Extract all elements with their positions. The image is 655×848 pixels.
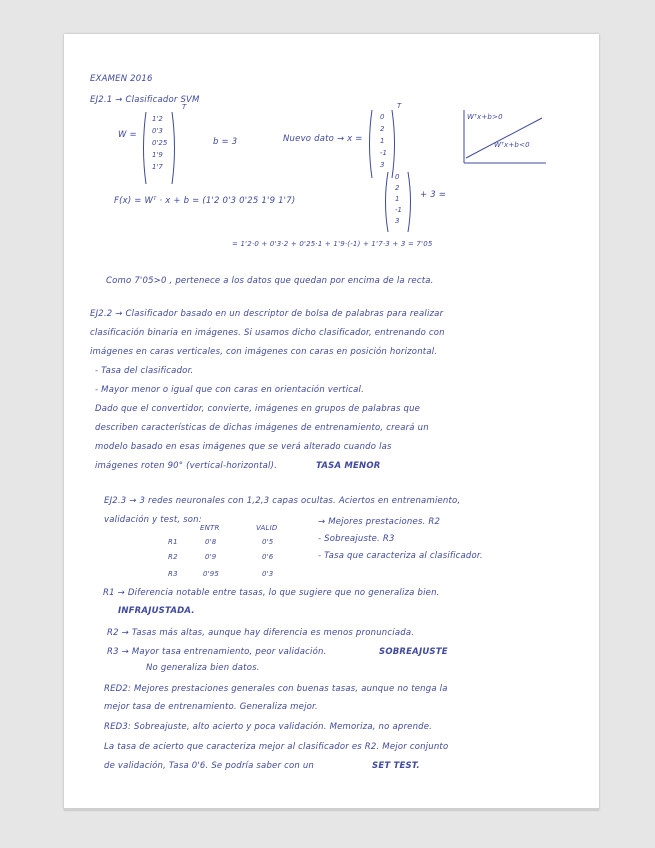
- ej3-r3: R3 → Mayor tasa entrenamiento, peor validación.: [107, 647, 327, 657]
- ej1-conclusion: Como 7'05>0 , pertenece a los datos que quedan por encima de la recta.: [106, 276, 434, 286]
- x-value: -1: [380, 149, 387, 157]
- table-row-valid: 0'5: [262, 538, 274, 546]
- w-vector: [152, 113, 167, 173]
- x-value: -1: [395, 206, 402, 214]
- ej2-line: EJ2.2 → Clasificador basado en un descriptor de bolsa de palabras para realizar: [90, 309, 444, 319]
- table-header-valid: VALID: [256, 524, 278, 532]
- ej3-final-emphasis: SET TEST.: [372, 761, 420, 771]
- x-value: 1: [380, 137, 385, 145]
- ej2-line: clasificación binaria en imágenes. Si usamos dicho clasificador, entrenando con: [90, 328, 445, 338]
- ej3-red2: mejor tasa de entrenamiento. Generaliza mejor.: [104, 702, 318, 712]
- ej3-question: → Mejores prestaciones. R2: [318, 517, 441, 527]
- w-value: 0'3: [152, 127, 163, 135]
- w-value: 1'7: [152, 163, 163, 171]
- ej3-question: - Tasa que caracteriza al clasificador.: [318, 551, 483, 561]
- table-row-valid: 0'3: [262, 570, 274, 578]
- ej3-r1-emphasis: INFRAJUSTADA.: [118, 606, 195, 616]
- b-value: b = 3: [213, 137, 238, 147]
- x-value: 3: [380, 161, 385, 169]
- x-value: 3: [395, 217, 400, 225]
- x-value: 0: [380, 113, 385, 121]
- ej2-line: imágenes en caras verticales, con imágenes con caras en posición horizontal.: [90, 347, 438, 357]
- w-value: 0'25: [152, 139, 168, 147]
- table-row-valid: 0'6: [262, 553, 274, 561]
- w-value: 1'2: [152, 115, 163, 123]
- ej3-r3-cont: No generaliza bien datos.: [146, 663, 260, 673]
- x-value: 2: [380, 125, 385, 133]
- table-header-entr: ENTR: [200, 524, 220, 532]
- ej3-question: - Sobreajuste. R3: [318, 534, 395, 544]
- ej3-red3: La tasa de acierto que caracteriza mejor al clasificador es R2. Mejor conjunto: [104, 742, 449, 752]
- ej2-bullet: - Tasa del clasificador.: [95, 366, 194, 376]
- fx-x-vector: [395, 172, 402, 227]
- x-value: 2: [395, 184, 400, 192]
- ej2-answer: modelo basado en esas imágenes que se verá alterado cuando las: [95, 442, 392, 452]
- x-value: 0: [395, 173, 400, 181]
- ej3-r3-emphasis: SOBREAJUSTE: [379, 647, 448, 657]
- ej2-answer-emphasis: TASA MENOR: [316, 461, 381, 471]
- ej3-intro: validación y test, son:: [104, 515, 202, 525]
- w-value: 1'9: [152, 151, 163, 159]
- ej3-r2: R2 → Tasas más altas, aunque hay diferencia es menos pronunciada.: [107, 628, 415, 638]
- table-row-name: R3: [168, 570, 178, 578]
- table-row-name: R1: [168, 538, 178, 546]
- fx-plus-b: + 3 =: [420, 190, 447, 200]
- graph-upper-label: Wᵀx+b>0: [467, 113, 503, 121]
- ej2-answer: imágenes roten 90° (vertical-horizontal).: [95, 461, 278, 471]
- ej3-r1: R1 → Diferencia notable entre tasas, lo que sugiere que no generaliza bien.: [103, 588, 440, 598]
- ej2-answer: Dado que el convertidor, convierte, imágenes en grupos de palabras que: [95, 404, 421, 414]
- graph-lower-label: Wᵀx+b<0: [494, 141, 530, 149]
- ej3-red2: RED2: Mejores prestaciones generales con buenas tasas, aunque no tenga la: [104, 684, 448, 694]
- x-transpose: T: [397, 102, 402, 110]
- x-vector: [380, 111, 387, 171]
- ej3-intro: EJ2.3 → 3 redes neuronales con 1,2,3 capas ocultas. Aciertos en entrenamiento,: [104, 496, 461, 506]
- page-title: EXAMEN 2016: [90, 74, 153, 84]
- ej3-red3: RED3: Sobreajuste, alto acierto y poca validación. Memoriza, no aprende.: [104, 722, 433, 732]
- ej3-final: de validación, Tasa 0'6. Se podría saber con un: [104, 761, 315, 771]
- ej1-heading: EJ2.1 → Clasificador SVM: [90, 95, 200, 105]
- table-row-name: R2: [168, 553, 178, 561]
- fx-sum: = 1'2·0 + 0'3·2 + 0'25·1 + 1'9·(-1) + 1'7·3 + 3 = 7'05: [232, 240, 433, 248]
- w-label: W =: [118, 130, 137, 140]
- ej2-bullet: - Mayor menor o igual que con caras en orientación vertical.: [95, 385, 364, 395]
- ej2-answer: describen características de dichas imágenes de entrenamiento, creará un: [95, 423, 429, 433]
- x-value: 1: [395, 195, 400, 203]
- table-row-entr: 0'95: [203, 570, 220, 578]
- new-point-label: Nuevo dato → x =: [283, 134, 363, 144]
- w-transpose: T: [182, 103, 187, 111]
- table-row-entr: 0'8: [205, 538, 217, 546]
- table-row-entr: 0'9: [205, 553, 217, 561]
- page-edge: [64, 808, 599, 811]
- fx-equation: F(x) = Wᵀ · x + b = (1'2 0'3 0'25 1'9 1'7): [114, 196, 296, 206]
